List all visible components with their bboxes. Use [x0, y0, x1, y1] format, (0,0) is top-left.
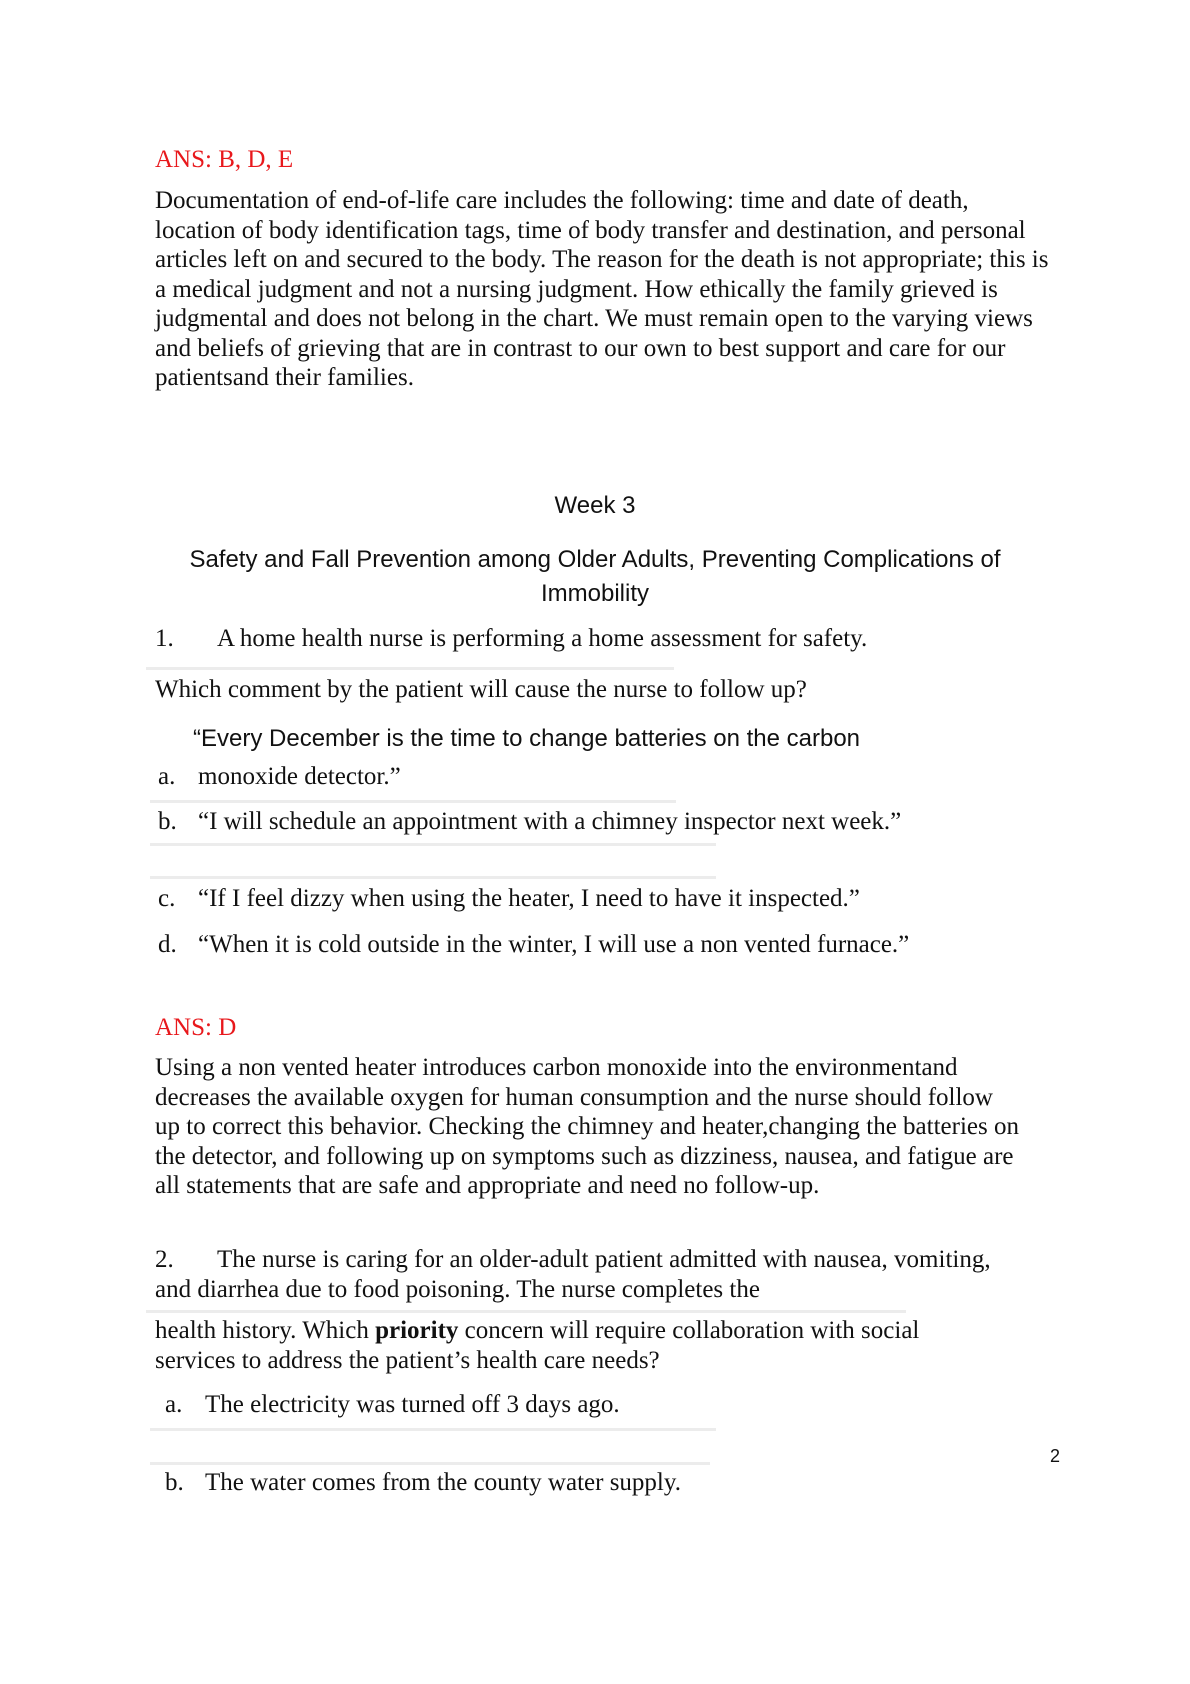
option-a	[158, 762, 1038, 792]
divider	[146, 1310, 906, 1313]
option-text: The water comes from the county water supply.	[205, 1469, 682, 1496]
option-letter: b.	[158, 808, 177, 835]
question-stem-text: A home health nurse is performing a home assessment for safety.	[217, 625, 868, 652]
option-text: “If I feel dizzy when using the heater, I need to have it inspected.”	[198, 885, 860, 912]
option-d	[158, 930, 1058, 960]
question-number: 2.	[155, 1246, 174, 1273]
divider	[150, 1462, 710, 1465]
option-text: monoxide detector.”	[198, 763, 401, 790]
question-stem-line: Which comment by the patient will cause the nurse to follow up?	[155, 676, 807, 703]
rationale-text: Documentation of end-of-life care includes the following: time and date of death, location of body identification tags, time of body transfer and destination, and personal articles left on and secured to the body. The reason for the death is not appropriate; this is a medical judgment and not a nursing judgment. How ethically the family grieved is judgmental and does not belong in the chart. We must remain open to the varying views and beliefs of grieving that are in contrast to our own to best support and care for our patientsand their families.	[155, 187, 1049, 391]
divider	[150, 1428, 716, 1431]
option-b	[165, 1468, 1045, 1498]
question-stem-continued	[155, 1316, 995, 1375]
stem-text: concern will require collaboration with social services to address the patient’s health care needs?	[155, 1317, 920, 1374]
page-number: 2	[1050, 1446, 1061, 1466]
stem-text: health history. Which	[155, 1317, 376, 1344]
option-a	[165, 1390, 1045, 1420]
option-text: “When it is cold outside in the winter, I will use a non vented furnace.”	[198, 931, 910, 958]
option-b	[158, 807, 1058, 837]
question-stem-text: The nurse is caring for an older-adult patient admitted with nausea, vomiting, and diarrhea due to food poisoning. The nurse completes the	[155, 1246, 991, 1303]
option-c	[158, 884, 1058, 914]
option-letter: d.	[158, 931, 177, 958]
divider	[146, 667, 674, 670]
option-letter: a.	[158, 763, 176, 790]
rationale-text: Using a non vented heater introduces carbon monoxide into the environmentand decreases the available oxygen for human consumption and the nurse should follow up to correct this behavior. Checking the chimney and heater,changing the batteries on the detector, and following up on symptoms such as dizziness, nausea, and fatigue are all statements that are safe and appropriate and need no follow-up.	[155, 1054, 1019, 1199]
option-letter: c.	[158, 885, 176, 912]
divider	[150, 876, 716, 879]
divider	[150, 800, 676, 803]
question-number: 1.	[155, 625, 174, 652]
stem-emphasis: priority	[375, 1317, 459, 1344]
divider	[150, 843, 716, 846]
answer-label: ANS: D	[155, 1014, 237, 1041]
section-title: Safety and Fall Prevention among Older Adults, Preventing Complications of Immobility	[189, 546, 1001, 607]
option-text: The electricity was turned off 3 days ago.	[205, 1391, 620, 1418]
option-letter: a.	[165, 1391, 183, 1418]
option-text: “I will schedule an appointment with a chimney inspector next week.”	[198, 808, 902, 835]
answer-label: ANS: B, D, E	[155, 146, 294, 173]
week-heading: Week 3	[554, 492, 636, 519]
option-letter: b.	[165, 1469, 184, 1496]
option-a-text-line1: “Every December is the time to change batteries on the carbon	[193, 725, 861, 752]
question-stem	[155, 1245, 1010, 1304]
question-stem	[155, 624, 1055, 654]
